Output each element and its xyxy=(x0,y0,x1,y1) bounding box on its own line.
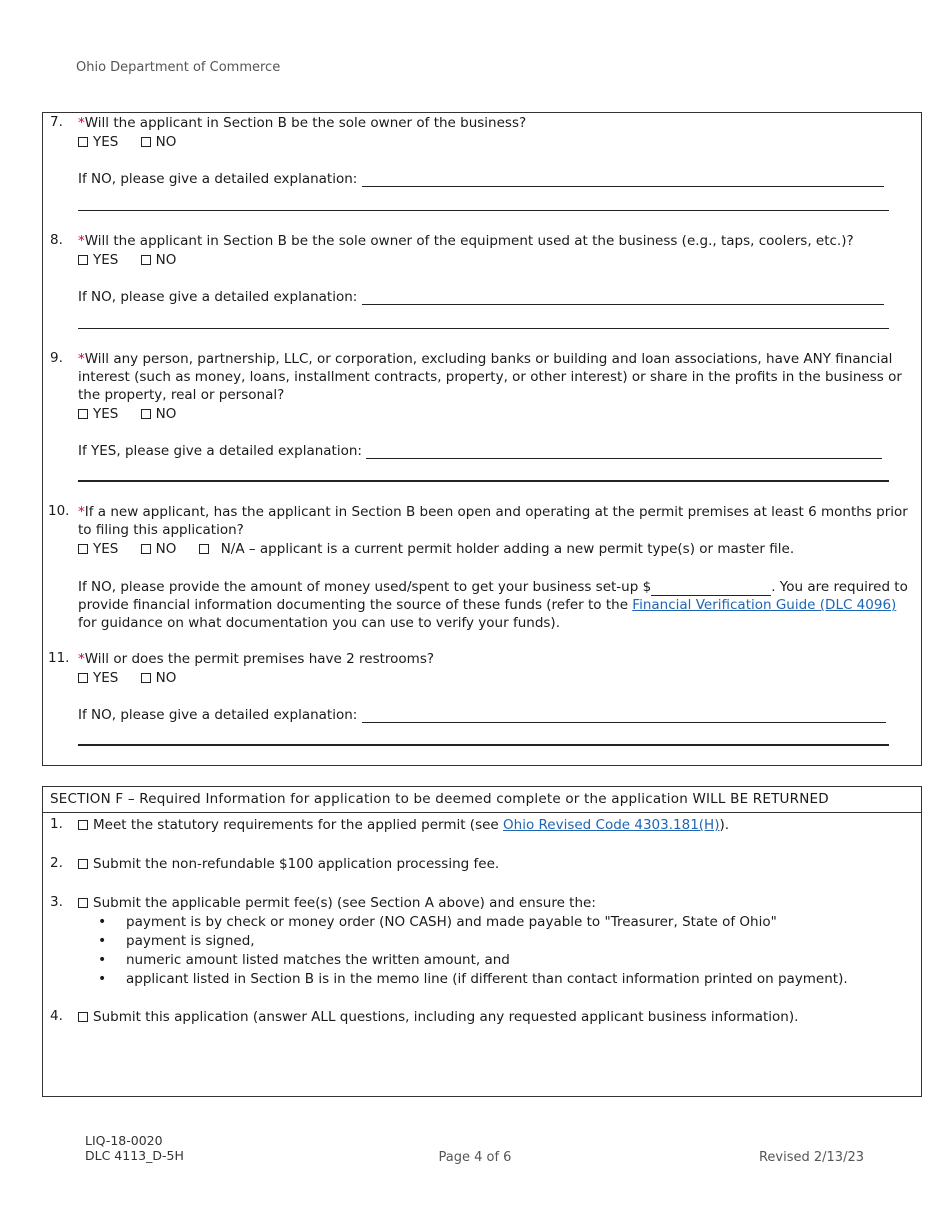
checkbox-icon[interactable] xyxy=(141,544,151,554)
checkbox-icon[interactable] xyxy=(78,1012,88,1022)
list-item: • payment is signed, xyxy=(98,932,848,951)
page-number: Page 4 of 6 xyxy=(438,1150,512,1165)
question-number: 8. xyxy=(50,232,63,248)
amount-blank[interactable] xyxy=(651,582,771,596)
no-option[interactable]: NO xyxy=(141,541,177,557)
payment-requirements-list xyxy=(98,913,848,989)
explanation-line[interactable] xyxy=(362,172,884,187)
required-marker: * xyxy=(78,351,85,367)
no-option[interactable]: NO xyxy=(141,406,177,422)
checkbox-icon[interactable] xyxy=(78,898,88,908)
explanation-line[interactable] xyxy=(362,708,886,723)
explanation-line[interactable] xyxy=(362,290,884,305)
item-number: 4. xyxy=(50,1008,63,1024)
item-number: 3. xyxy=(50,894,63,910)
checkbox-icon[interactable] xyxy=(78,255,88,265)
required-marker: * xyxy=(78,504,85,520)
revised-date: Revised 2/13/23 xyxy=(758,1150,864,1165)
checkbox-icon[interactable] xyxy=(141,409,151,419)
no-option[interactable]: NO xyxy=(141,134,177,150)
question-number: 9. xyxy=(50,350,63,366)
ohio-revised-code-link[interactable]: Ohio Revised Code 4303.181(H) xyxy=(503,817,720,833)
yes-no-options xyxy=(78,406,194,422)
explanation-line[interactable] xyxy=(366,444,882,459)
list-item: • payment is by check or money order (NO CASH) and made payable to "Treasurer, State of Ohio" xyxy=(98,913,848,932)
checkbox-icon[interactable] xyxy=(141,137,151,147)
item-number: 1. xyxy=(50,816,63,832)
form-id: LIQ-18-0020 xyxy=(85,1133,163,1148)
checkbox-icon[interactable] xyxy=(78,409,88,419)
explanation-label: If YES, please give a detailed explanation: xyxy=(78,443,362,459)
section-f-box: SECTION F – Required Information for application to be deemed complete or the application WILL BE RETURNED 1. Meet the statutory requirements for the applied permit (see Ohio Revised Code 4303.181(H)). 2. Submit the non-refundable $100 application processing fee. 3. Submit the applicable permit fee(s) (see Section A above) and ensure the: • payment is by check or money order (NO CASH) and made payable to "Treasurer, State of Ohio" • payment is signed, • numeric amount listed matches the written amount, and • applicant listed in Section B is in the memo line (if different than contact information printed on payment). 4. Submit this application (answer ALL questions, including any requested applicant business information). xyxy=(42,786,922,1097)
explanation-line-2[interactable] xyxy=(78,480,889,482)
explanation-label: If NO, please give a detailed explanation: xyxy=(78,171,358,187)
no-option[interactable]: NO xyxy=(141,252,177,268)
explanation-row xyxy=(78,289,889,305)
item-number: 2. xyxy=(50,855,63,871)
yes-option[interactable]: YES xyxy=(78,134,118,150)
na-option[interactable]: N/A – applicant is a current permit holder adding a new permit type(s) or master file. xyxy=(199,541,794,557)
yes-option[interactable]: YES xyxy=(78,670,118,686)
explanation-line-2[interactable] xyxy=(78,744,889,746)
question-text: *Will the applicant in Section B be the sole owner of the equipment used at the business (e.g., taps, coolers, etc.)? xyxy=(78,233,854,249)
question-text: *Will any person, partnership, LLC, or corporation, excluding banks or building and loan associations, have ANY financial interest (such as money, loans, installment contracts, property, or other interest) or share in the profits in the business or the property, real or personal? xyxy=(78,351,902,403)
section-f-title: SECTION F – Required Information for application to be deemed complete or the application WILL BE RETURNED xyxy=(43,787,921,813)
yes-option[interactable]: YES xyxy=(78,252,118,268)
form-code: DLC 4113_D-5H xyxy=(85,1148,184,1163)
setup-funds-paragraph: If NO, please provide the amount of money used/spent to get your business set-up $ . You are required to provide financial information documenting the source of these funds (refer to the Financial Verification Guide (DLC 4096) for guidance on what documentation you can use to verify your funds). xyxy=(78,579,908,631)
yes-option[interactable]: YES xyxy=(78,406,118,422)
list-item: • applicant listed in Section B is in the memo line (if different than contact information printed on payment). xyxy=(98,970,848,989)
checkbox-icon[interactable] xyxy=(78,137,88,147)
no-option[interactable]: NO xyxy=(141,670,177,686)
list-item: • numeric amount listed matches the written amount, and xyxy=(98,951,848,970)
yes-no-na-options xyxy=(78,541,812,557)
question-number: 11. xyxy=(48,650,70,666)
yes-no-options xyxy=(78,134,194,150)
checkbox-icon[interactable] xyxy=(141,255,151,265)
yes-no-options xyxy=(78,252,194,268)
explanation-row xyxy=(78,171,889,187)
explanation-row xyxy=(78,443,889,459)
checkbox-icon[interactable] xyxy=(78,859,88,869)
required-marker: * xyxy=(78,115,85,131)
checkbox-icon[interactable] xyxy=(78,673,88,683)
explanation-row xyxy=(78,707,889,723)
explanation-line-2[interactable] xyxy=(78,210,889,211)
explanation-label: If NO, please give a detailed explanation: xyxy=(78,707,358,723)
question-text: *If a new applicant, has the applicant in Section B been open and operating at the permit premises at least 6 months prior to filing this application? xyxy=(78,504,908,538)
explanation-label: If NO, please give a detailed explanation: xyxy=(78,289,358,305)
question-number: 7. xyxy=(50,114,63,130)
required-marker: * xyxy=(78,233,85,249)
checkbox-icon[interactable] xyxy=(78,820,88,830)
checkbox-icon[interactable] xyxy=(199,544,209,554)
yes-no-options xyxy=(78,670,194,686)
question-text: *Will the applicant in Section B be the sole owner of the business? xyxy=(78,115,527,131)
checkbox-icon[interactable] xyxy=(78,544,88,554)
agency-header: Ohio Department of Commerce xyxy=(76,60,281,75)
question-number: 10. xyxy=(48,503,70,519)
explanation-line-2[interactable] xyxy=(78,328,889,329)
questions-box xyxy=(42,112,922,766)
question-text: *Will or does the permit premises have 2 restrooms? xyxy=(78,651,435,667)
checkbox-icon[interactable] xyxy=(141,673,151,683)
required-marker: * xyxy=(78,651,85,667)
yes-option[interactable]: YES xyxy=(78,541,118,557)
financial-verification-guide-link[interactable]: Financial Verification Guide (DLC 4096) xyxy=(632,597,897,613)
